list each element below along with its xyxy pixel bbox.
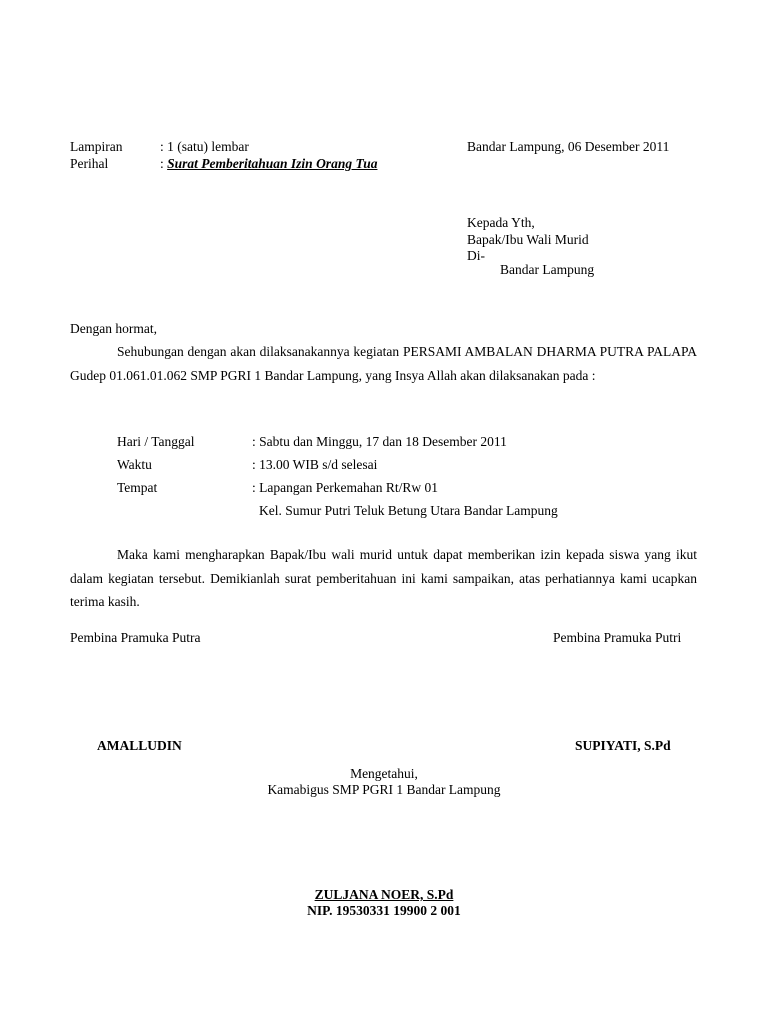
recipient-line-1: Kepada Yth, — [467, 215, 535, 230]
detail-value-place: : Lapangan Perkemahan Rt/Rw 01 — [252, 480, 438, 495]
right-signatory-title: Pembina Pramuka Putri — [553, 630, 682, 645]
perihal-value: Surat Pemberitahuan Izin Orang Tua — [167, 156, 378, 171]
detail-label-time: Waktu — [117, 457, 152, 472]
detail-value-time: : 13.00 WIB s/d selesai — [252, 457, 378, 472]
recipient-line-4: Bandar Lampung — [500, 262, 595, 277]
perihal-colon: : — [160, 156, 168, 171]
closing-paragraph — [70, 543, 697, 614]
lampiran-label: Lampiran — [70, 139, 123, 154]
place-date: Bandar Lampung, 06 Desember 2011 — [467, 139, 670, 154]
detail-value-date: : Sabtu dan Minggu, 17 dan 18 Desember 2011 — [252, 434, 507, 449]
recipient-line-2: Bapak/Ibu Wali Murid — [467, 232, 589, 247]
left-signatory-title: Pembina Pramuka Putra — [70, 630, 201, 645]
intro-paragraph — [70, 340, 697, 387]
acknowledgement-line-2: Kamabigus SMP PGRI 1 Bandar Lampung — [267, 782, 501, 797]
acknowledgement-line-1: Mengetahui, — [350, 766, 418, 781]
right-signatory-name: SUPIYATI, S.Pd — [575, 738, 671, 753]
detail-place-extra: Kel. Sumur Putri Teluk Betung Utara Bandar Lampung — [259, 503, 558, 518]
recipient-line-3: Di- — [467, 248, 485, 263]
closing-paragraph-text: Maka kami mengharapkan Bapak/Ibu wali murid untuk dapat memberikan izin kepada siswa yang ikut dalam kegiatan tersebut. Demikianlah surat pemberitahuan ini kami sampaikan, atas perhatiannya kami ucapkan terima kasih. — [70, 547, 697, 609]
acknowledgement-name-wrap — [184, 886, 584, 903]
perihal-line — [160, 155, 377, 172]
perihal-label: Perihal — [70, 156, 109, 171]
acknowledgement-name: ZULJANA NOER, S.Pd — [314, 887, 454, 902]
greeting: Dengan hormat, — [70, 321, 157, 336]
detail-label-place: Tempat — [117, 480, 158, 495]
acknowledgement-nip: NIP. 19530331 19900 2 001 — [307, 903, 461, 918]
intro-paragraph-text: Sehubungan dengan akan dilaksanakannya kegiatan PERSAMI AMBALAN DHARMA PUTRA PALAPA Gudep 01.061.01.062 SMP PGRI 1 Bandar Lampung, yang Insya Allah akan dilaksanakan pada : — [70, 344, 697, 383]
left-signatory-name: AMALLUDIN — [97, 738, 182, 753]
detail-label-date: Hari / Tanggal — [117, 434, 195, 449]
lampiran-value: : 1 (satu) lembar — [160, 139, 249, 154]
